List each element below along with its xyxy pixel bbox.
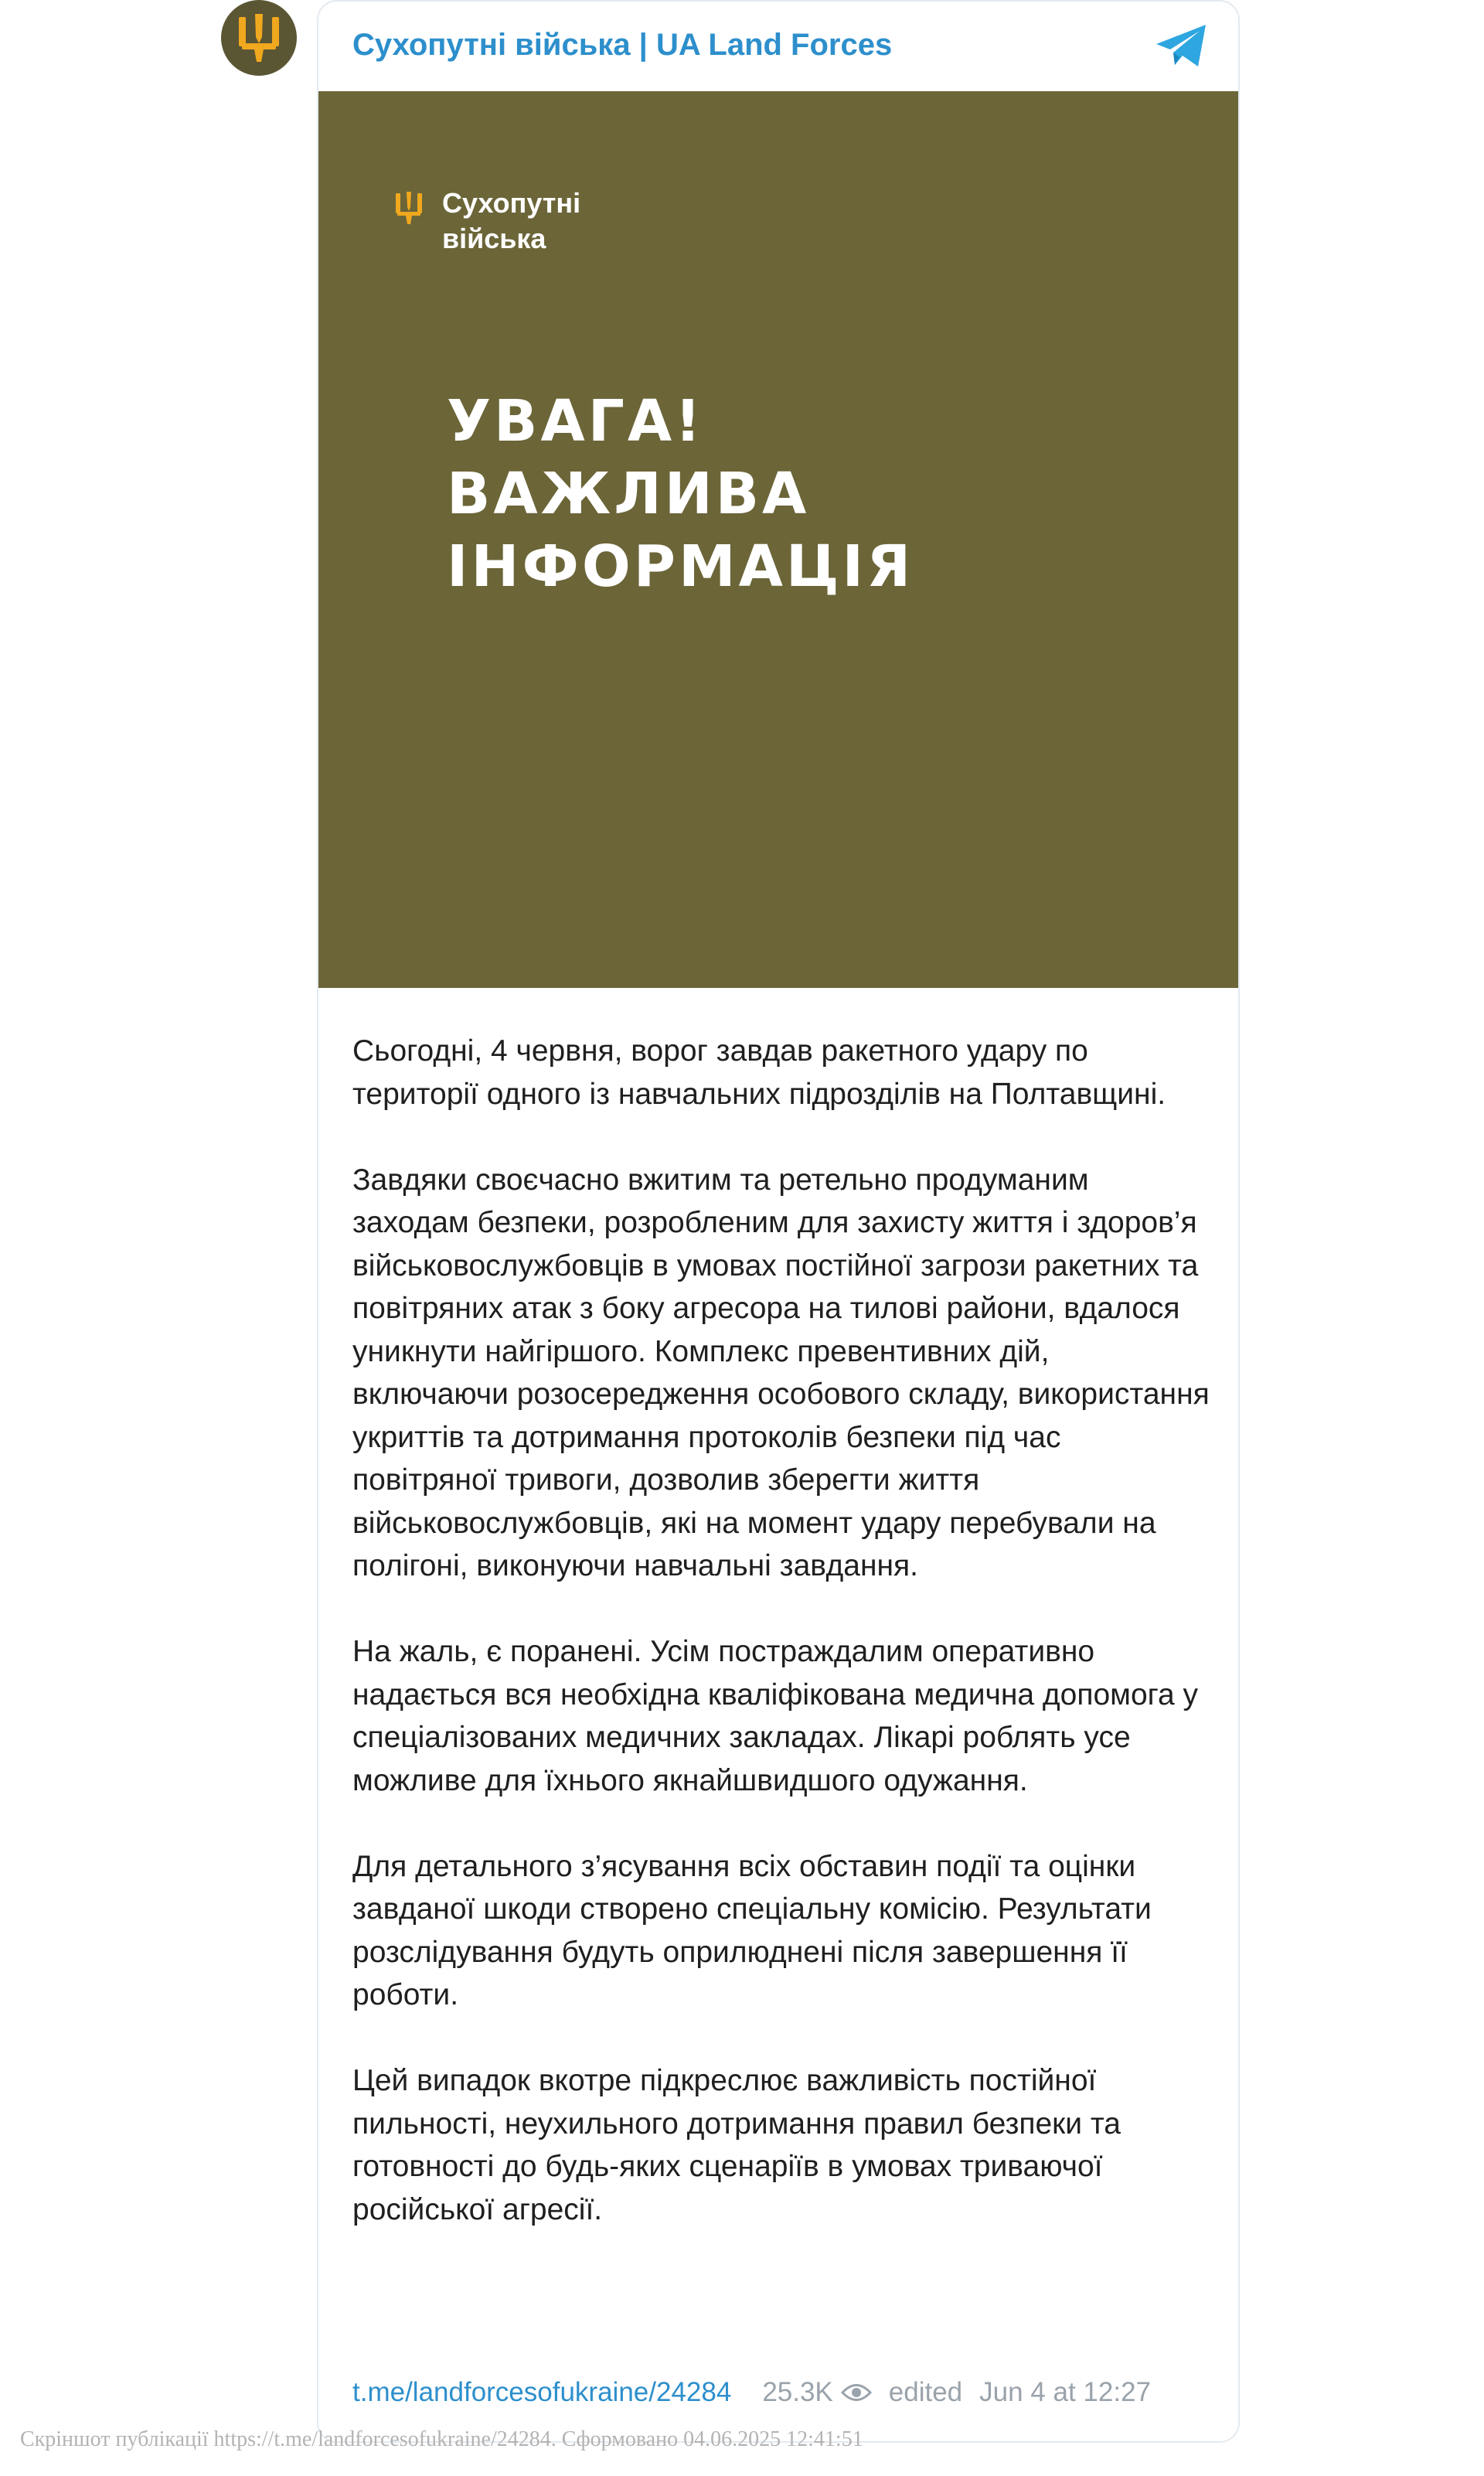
banner-headline [447,385,914,603]
telegram-post-card [317,0,1240,2443]
channel-avatar[interactable] [221,0,297,76]
telegram-icon[interactable] [1155,23,1209,70]
post-paragraph: Цей випадок вкотре підкреслює важливість постійної пильності, неухильного дотримання правил безпеки та готовності до будь-яких сценаріїв в умовах триваючої російської агресії. [352,2064,1121,2226]
post-paragraph: На жаль, є поранені. Усім постраждалим оперативно надається вся необхідна кваліфікована медична допомога у спеціалізованих медичних закладах. Лікарі роблять усе можливе для їхнього якнайшвидшого одужання. [352,1635,1199,1797]
channel-name-link[interactable]: Сухопутні війська | UA Land Forces [352,28,893,62]
banner-logo-text: Сухопутні війська [442,187,581,254]
post-paragraph: Для детального з’ясування всіх обставин події та оцінки завданої шкоди створено спеціальну комісію. Результати розслідування будуть оприлюднені після завершення її роботи. [352,1849,1152,2011]
post-paragraph: Сьогодні, 4 червня, ворог завдав ракетного удару по території одного із навчальних підрозділів на Полтавщині. [352,1034,1166,1111]
banner-headline-line: ІНФОРМАЦІЯ [447,533,914,600]
screenshot-watermark: Скріншот публікації https://t.me/landforcesofukraine/24284. Сформовано 04.06.2025 12:41:51 [20,2427,863,2451]
eye-icon [841,2382,872,2403]
post-date[interactable]: Jun 4 at 12:27 [979,2377,1151,2407]
post-header [318,2,1238,91]
post-banner-image[interactable] [318,91,1238,988]
post-text [352,1030,1210,2274]
edited-label: edited [888,2377,963,2407]
banner-headline-line: УВАГА! [447,388,704,455]
trident-emblem-icon [239,14,279,62]
trident-emblem-icon [396,192,422,224]
post-link[interactable]: t.me/landforcesofukraine/24284 [352,2377,732,2407]
banner-logo [396,186,628,257]
view-count: 25.3K [762,2377,833,2407]
banner-headline-line: ВАЖЛИВА [447,461,810,527]
post-footer [352,2373,1210,2412]
post-paragraph: Завдяки своєчасно вжитим та ретельно продуманим заходам безпеки, розробленим для захисту життя і здоров’я військовослужбовців в умовах постійної загрози ракетних та повітряних атак з боку агресора на тилові райони, вдалося уникнути найгіршого. Комплекс превентивних дій, включаючи розосередження особового складу, використання укриттів та дотримання протоколів безпеки під час повітряної тривоги, дозволив зберегти життя військовослужбовців, які на момент удару перебували на полігоні, виконуючи навчальні завдання. [352,1163,1210,1582]
